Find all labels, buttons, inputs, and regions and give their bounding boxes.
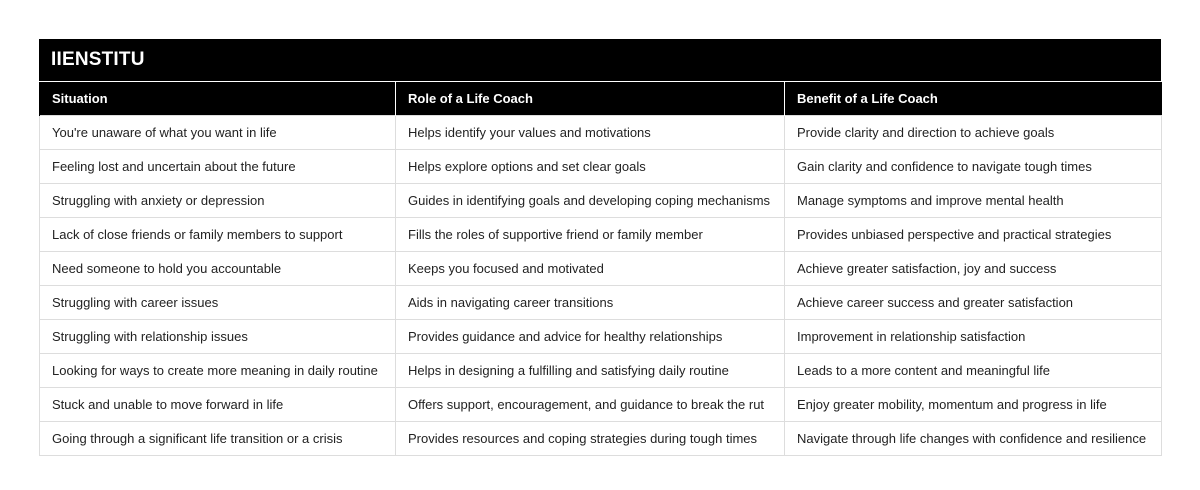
table-row <box>40 218 1162 252</box>
life-coach-table <box>39 81 1162 456</box>
table-row <box>40 354 1162 388</box>
cell-situation: Lack of close friends or family members to support <box>40 218 396 252</box>
cell-situation: You're unaware of what you want in life <box>40 116 396 150</box>
cell-situation: Stuck and unable to move forward in life <box>40 388 396 422</box>
table-row <box>40 422 1162 456</box>
cell-benefit: Leads to a more content and meaningful life <box>785 354 1162 388</box>
cell-role: Provides resources and coping strategies during tough times <box>396 422 785 456</box>
cell-situation: Struggling with career issues <box>40 286 396 320</box>
table-row <box>40 252 1162 286</box>
cell-benefit: Improvement in relationship satisfaction <box>785 320 1162 354</box>
cell-role: Helps in designing a fulfilling and satisfying daily routine <box>396 354 785 388</box>
cell-benefit: Provide clarity and direction to achieve goals <box>785 116 1162 150</box>
cell-benefit: Navigate through life changes with confidence and resilience <box>785 422 1162 456</box>
cell-situation: Feeling lost and uncertain about the future <box>40 150 396 184</box>
cell-role: Keeps you focused and motivated <box>396 252 785 286</box>
column-header-role: Role of a Life Coach <box>396 82 785 116</box>
cell-benefit: Enjoy greater mobility, momentum and progress in life <box>785 388 1162 422</box>
table-body <box>40 116 1162 456</box>
header-row <box>40 82 1162 116</box>
cell-role: Guides in identifying goals and developing coping mechanisms <box>396 184 785 218</box>
cell-benefit: Gain clarity and confidence to navigate tough times <box>785 150 1162 184</box>
cell-benefit: Manage symptoms and improve mental health <box>785 184 1162 218</box>
table-title: IIENSTITU <box>39 39 1161 81</box>
cell-benefit: Achieve greater satisfaction, joy and success <box>785 252 1162 286</box>
table-row <box>40 320 1162 354</box>
cell-role: Helps explore options and set clear goals <box>396 150 785 184</box>
table-row <box>40 286 1162 320</box>
cell-benefit: Provides unbiased perspective and practical strategies <box>785 218 1162 252</box>
table-row <box>40 116 1162 150</box>
table-row <box>40 150 1162 184</box>
cell-situation: Struggling with relationship issues <box>40 320 396 354</box>
column-header-situation: Situation <box>40 82 396 116</box>
table-row <box>40 184 1162 218</box>
cell-role: Provides guidance and advice for healthy relationships <box>396 320 785 354</box>
cell-role: Helps identify your values and motivations <box>396 116 785 150</box>
cell-situation: Need someone to hold you accountable <box>40 252 396 286</box>
table-container <box>39 39 1161 456</box>
cell-benefit: Achieve career success and greater satisfaction <box>785 286 1162 320</box>
cell-situation: Struggling with anxiety or depression <box>40 184 396 218</box>
cell-situation: Going through a significant life transition or a crisis <box>40 422 396 456</box>
table-row <box>40 388 1162 422</box>
cell-role: Aids in navigating career transitions <box>396 286 785 320</box>
cell-role: Offers support, encouragement, and guidance to break the rut <box>396 388 785 422</box>
cell-role: Fills the roles of supportive friend or family member <box>396 218 785 252</box>
column-header-benefit: Benefit of a Life Coach <box>785 82 1162 116</box>
cell-situation: Looking for ways to create more meaning in daily routine <box>40 354 396 388</box>
